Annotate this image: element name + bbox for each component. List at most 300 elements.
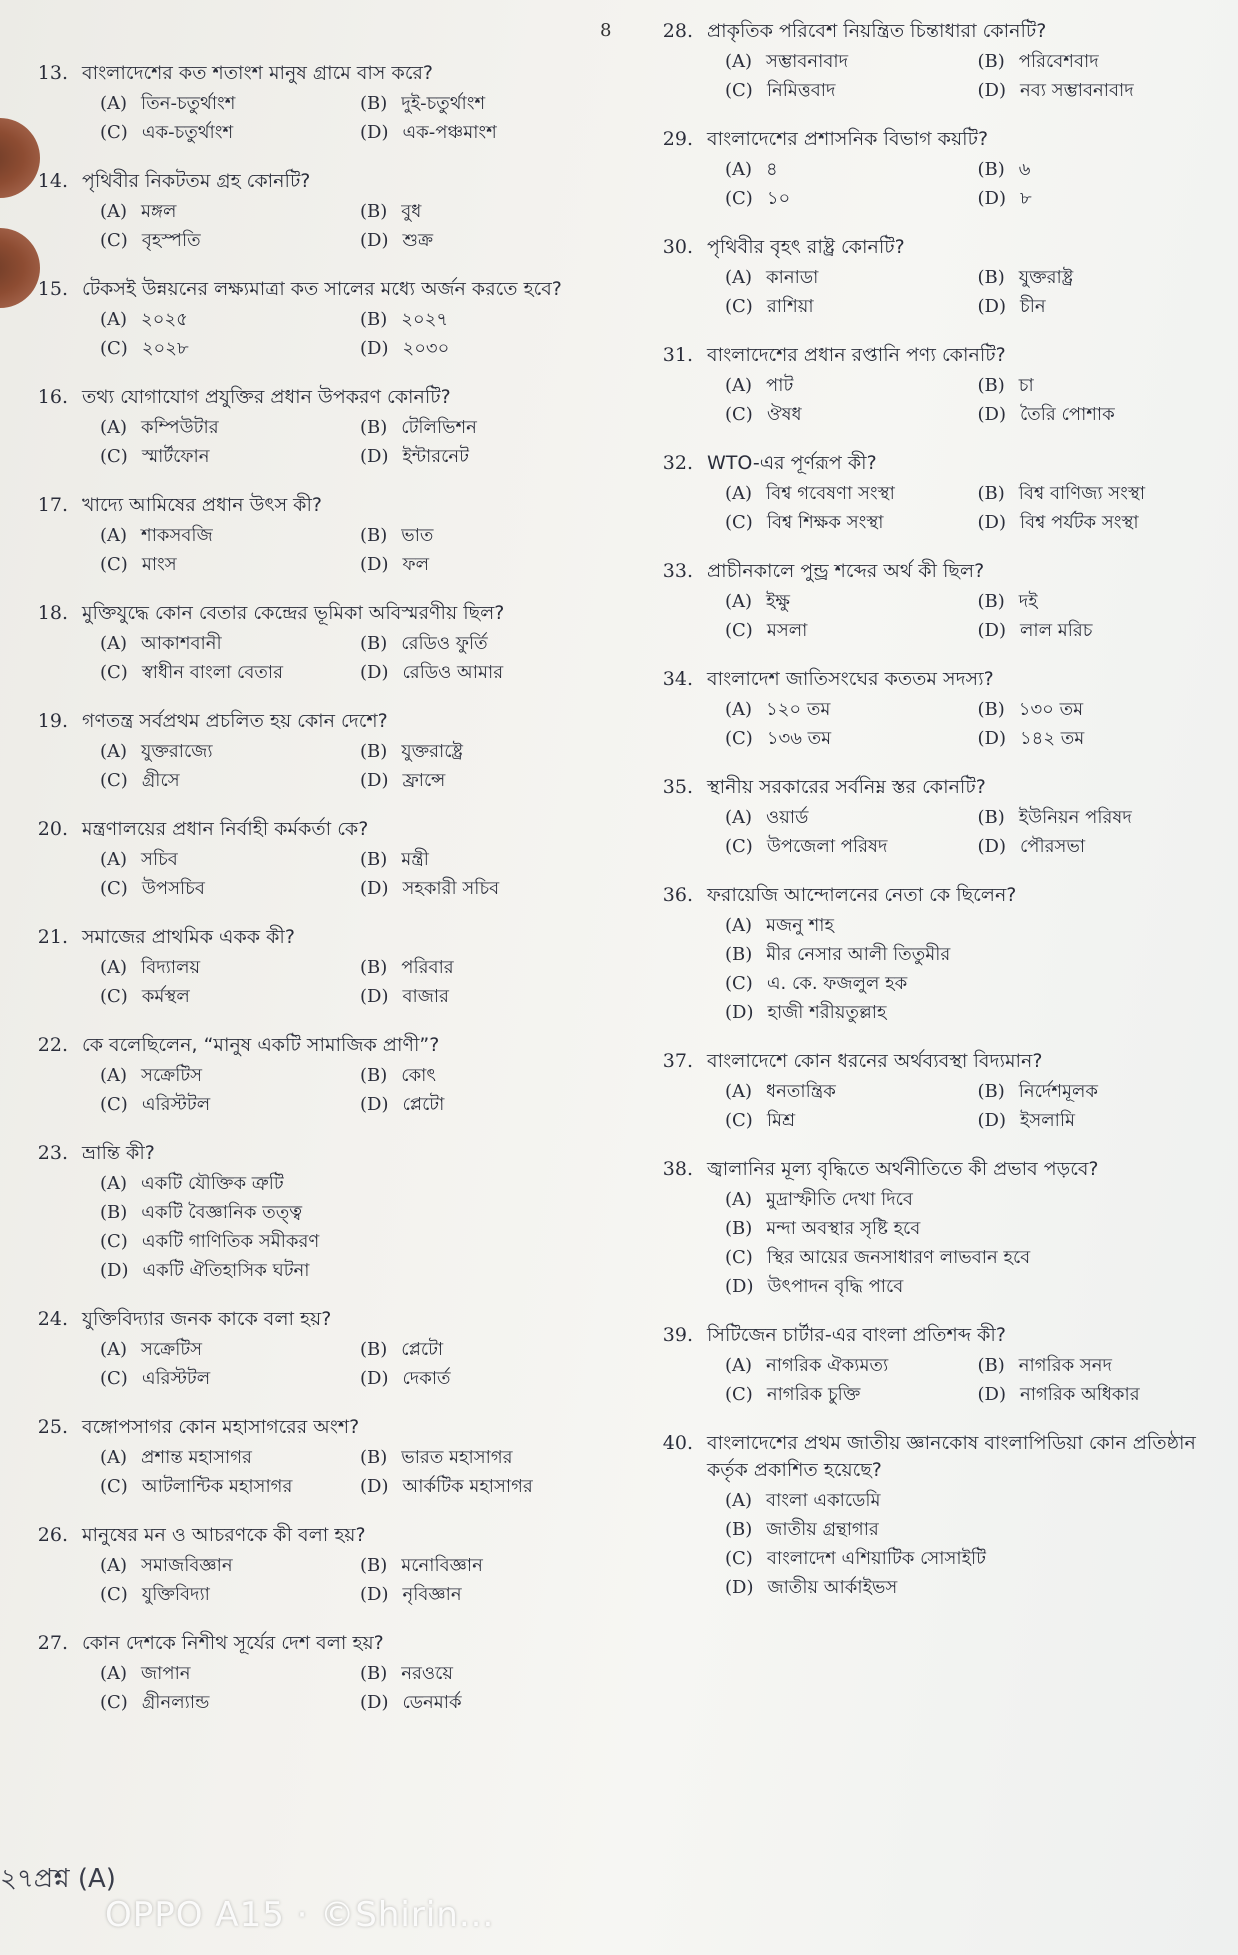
option-text: মিশ্র xyxy=(766,1110,796,1131)
answer-option xyxy=(725,293,978,320)
option-label: (A) xyxy=(100,417,128,438)
option-text: ধনতান্ত্রিক xyxy=(766,1081,836,1102)
question-text: ফরায়েজি আন্দোলনের নেতা কে ছিলেন? xyxy=(707,884,1017,906)
question-line xyxy=(655,558,1230,585)
option-text: একটি ঐতিহাসিক ঘটনা xyxy=(142,1260,310,1281)
option-text: পাট xyxy=(766,375,794,396)
question-text: বাংলাদেশের প্রধান রপ্তানি পণ্য কোনটি? xyxy=(707,344,1006,366)
option-text: উপসচিব xyxy=(141,878,205,899)
option-label: (A) xyxy=(725,483,753,504)
answer-option xyxy=(978,185,1231,212)
option-text: ভারত মহাসাগর xyxy=(401,1447,513,1468)
option-label: (D) xyxy=(725,1577,754,1598)
question-text: বাংলাদেশ জাতিসংঘের কততম সদস্য? xyxy=(707,668,994,690)
answer-option xyxy=(978,833,1231,860)
question-number: 31. xyxy=(662,344,693,366)
option-text: গ্রীসে xyxy=(141,770,180,791)
option-label: (A) xyxy=(100,957,128,978)
option-text: এরিস্টটল xyxy=(141,1094,211,1115)
option-text: চা xyxy=(1018,375,1034,396)
answer-option xyxy=(360,414,620,441)
question-set-code: ২৭প্রশ্ন (A) xyxy=(0,1864,116,1894)
option-label: (B) xyxy=(977,375,1005,396)
question-line xyxy=(30,600,620,627)
option-label: (A) xyxy=(100,1065,128,1086)
option-label: (B) xyxy=(360,1447,388,1468)
option-text: বাজার xyxy=(402,986,449,1007)
question-item xyxy=(30,1306,620,1392)
question-line xyxy=(655,1430,1230,1484)
answer-option xyxy=(978,401,1231,428)
option-list xyxy=(725,912,1230,1026)
option-text: মঙ্গল xyxy=(141,201,177,222)
answer-option xyxy=(100,659,360,686)
option-label: (B) xyxy=(360,1663,388,1684)
option-text: বুধ xyxy=(401,201,422,222)
question-text: তথ্য যোগাযোগ প্রযুক্তির প্রধান উপকরণ কোনটি? xyxy=(82,386,451,408)
option-text: এ. কে. ফজলুল হক xyxy=(766,973,908,994)
question-line xyxy=(30,1306,620,1333)
option-label: (C) xyxy=(100,230,128,251)
question-line xyxy=(30,276,620,303)
answer-option xyxy=(100,1091,360,1118)
option-list xyxy=(725,372,1230,428)
option-text: মনোবিজ্ঞান xyxy=(401,1555,483,1576)
option-text: স্থির আয়ের জনসাধারণ লাভবান হবে xyxy=(766,1247,1031,1268)
option-text: মাংস xyxy=(141,554,177,575)
option-text: গ্রীনল্যান্ড xyxy=(141,1692,210,1713)
question-item xyxy=(655,234,1230,320)
option-list xyxy=(725,1352,1230,1408)
option-list xyxy=(725,804,1230,860)
answer-option xyxy=(360,551,620,578)
question-item xyxy=(655,1322,1230,1408)
option-label: (B) xyxy=(977,51,1005,72)
answer-option xyxy=(360,443,620,470)
question-item xyxy=(655,18,1230,104)
option-text: ৮ xyxy=(1019,188,1032,209)
option-label: (C) xyxy=(100,1094,128,1115)
option-text: যুক্তরাজ্যে xyxy=(141,741,213,762)
question-line xyxy=(30,816,620,843)
answer-option xyxy=(100,767,360,794)
answer-option xyxy=(100,1660,360,1687)
question-number: 39. xyxy=(662,1324,693,1346)
answer-option xyxy=(100,227,360,254)
option-label: (D) xyxy=(360,770,389,791)
question-text: খাদ্যে আমিষের প্রধান উৎস কী? xyxy=(82,494,322,516)
answer-option xyxy=(360,90,620,117)
option-text: বাংলা একাডেমি xyxy=(766,1490,881,1511)
option-label: (C) xyxy=(100,662,128,683)
option-text: ১০ xyxy=(766,188,791,209)
option-label: (C) xyxy=(100,986,128,1007)
question-text: প্রাকৃতিক পরিবেশ নিয়ন্ত্রিত চিন্তাধারা কোনটি? xyxy=(707,20,1047,42)
question-number: 24. xyxy=(37,1308,68,1330)
question-item xyxy=(655,126,1230,212)
question-number: 18. xyxy=(37,602,68,624)
answer-option xyxy=(978,77,1231,104)
option-text: মীর নেসার আলী তিতুমীর xyxy=(766,944,951,965)
answer-option xyxy=(725,1574,1230,1601)
right-question-column xyxy=(655,18,1230,1623)
option-text: একটি বৈজ্ঞানিক তত্ত্ব xyxy=(141,1202,303,1223)
option-label: (C) xyxy=(100,446,128,467)
option-label: (D) xyxy=(725,1276,754,1297)
answer-option xyxy=(100,846,360,873)
option-label: (C) xyxy=(100,1476,128,1497)
question-line xyxy=(30,492,620,519)
option-label: (A) xyxy=(100,201,128,222)
question-text: কোন দেশকে নিশীথ সূর্যের দেশ বলা হয়? xyxy=(82,1632,384,1654)
option-label: (D) xyxy=(977,836,1006,857)
option-label: (D) xyxy=(977,296,1006,317)
answer-option xyxy=(360,1689,620,1716)
question-item xyxy=(30,708,620,794)
question-line xyxy=(30,924,620,951)
question-item xyxy=(655,1156,1230,1300)
option-text: বৃহস্পতি xyxy=(141,230,201,251)
question-item xyxy=(30,1414,620,1500)
answer-option xyxy=(360,767,620,794)
answer-option xyxy=(360,983,620,1010)
option-label: (C) xyxy=(100,338,128,359)
option-text: বিশ্ব গবেষণা সংস্থা xyxy=(766,483,895,504)
option-label: (C) xyxy=(100,1584,128,1605)
option-text: নাগরিক ঐক্যমত্য xyxy=(766,1355,889,1376)
option-text: উৎপাদন বৃদ্ধি পাবে xyxy=(767,1276,904,1297)
option-label: (A) xyxy=(100,741,128,762)
option-label: (D) xyxy=(977,620,1006,641)
answer-option xyxy=(360,1473,620,1500)
answer-option xyxy=(725,725,978,752)
question-line xyxy=(655,126,1230,153)
option-list xyxy=(100,1062,620,1118)
option-label: (B) xyxy=(977,267,1005,288)
answer-option xyxy=(725,1244,1230,1271)
question-line xyxy=(655,1322,1230,1349)
option-text: ১৩০ তম xyxy=(1018,699,1084,720)
answer-option xyxy=(725,912,1230,939)
question-line xyxy=(30,384,620,411)
option-text: সম্ভাবনাবাদ xyxy=(766,51,849,72)
option-label: (C) xyxy=(100,1368,128,1389)
option-text: মন্ত্রী xyxy=(401,849,429,870)
option-text: যুক্তিবিদ্যা xyxy=(141,1584,210,1605)
option-text: তৈরি পোশাক xyxy=(1019,404,1115,425)
question-text: যুক্তিবিদ্যার জনক কাকে বলা হয়? xyxy=(82,1308,332,1330)
option-text: মুদ্রাস্ফীতি দেখা দিবে xyxy=(766,1189,913,1210)
option-label: (A) xyxy=(100,93,128,114)
option-text: এক-চতুর্থাংশ xyxy=(141,122,234,143)
option-text: নাগরিক চুক্তি xyxy=(766,1384,861,1405)
option-text: ভাত xyxy=(401,525,434,546)
option-text: দেকার্ত xyxy=(402,1368,451,1389)
answer-option xyxy=(725,1352,978,1379)
option-list xyxy=(725,48,1230,104)
answer-option xyxy=(725,1078,978,1105)
option-label: (B) xyxy=(360,417,388,438)
question-item xyxy=(30,1032,620,1118)
option-text: ৪ xyxy=(766,159,778,180)
answer-option xyxy=(978,617,1231,644)
question-item xyxy=(30,1630,620,1716)
option-list xyxy=(725,156,1230,212)
option-label: (A) xyxy=(100,1555,128,1576)
answer-option xyxy=(978,588,1231,615)
option-label: (C) xyxy=(725,296,753,317)
option-label: (C) xyxy=(725,404,753,425)
option-label: (A) xyxy=(100,1663,128,1684)
answer-option xyxy=(100,1062,360,1089)
option-text: সচিব xyxy=(141,849,178,870)
question-number: 23. xyxy=(37,1142,68,1164)
answer-option xyxy=(360,738,620,765)
option-text: শাকসবজি xyxy=(141,525,213,546)
answer-option xyxy=(978,1352,1231,1379)
answer-option xyxy=(100,522,360,549)
option-label: (C) xyxy=(725,1110,753,1131)
question-number: 16. xyxy=(37,386,68,408)
option-label: (D) xyxy=(977,1110,1006,1131)
question-item xyxy=(30,492,620,578)
answer-option xyxy=(360,875,620,902)
question-line xyxy=(655,342,1230,369)
answer-option xyxy=(360,198,620,225)
question-text: সিটিজেন চার্টার-এর বাংলা প্রতিশব্দ কী? xyxy=(707,1324,1006,1346)
question-text: কে বলেছিলেন, “মানুষ একটি সামাজিক প্রাণী”? xyxy=(82,1034,440,1056)
question-item xyxy=(30,600,620,686)
question-line xyxy=(30,1522,620,1549)
option-label: (C) xyxy=(100,878,128,899)
question-text: বাংলাদেশের প্রথম জাতীয় জ্ঞানকোষ বাংলাপিডিয়া কোন প্রতিষ্ঠান কর্তৃক প্রকাশিত হয়েছে? xyxy=(707,1432,1196,1481)
option-label: (B) xyxy=(977,591,1005,612)
answer-option xyxy=(725,1381,978,1408)
option-label: (C) xyxy=(725,188,753,209)
question-number: 26. xyxy=(37,1524,68,1546)
question-text: জ্বালানির মূল্য বৃদ্ধিতে অর্থনীতিতে কী প্রভাব পড়বে? xyxy=(707,1158,1099,1180)
question-line xyxy=(655,1156,1230,1183)
question-number: 13. xyxy=(37,62,68,84)
option-list xyxy=(725,1078,1230,1134)
option-label: (B) xyxy=(360,201,388,222)
option-label: (C) xyxy=(725,1247,753,1268)
answer-option xyxy=(360,1444,620,1471)
question-number: 28. xyxy=(662,20,693,42)
option-list xyxy=(100,630,620,686)
option-text: টেলিভিশন xyxy=(401,417,477,438)
option-text: মন্দা অবস্থার সৃষ্টি হবে xyxy=(766,1218,921,1239)
option-label: (D) xyxy=(725,1002,754,1023)
option-label: (C) xyxy=(725,1384,753,1405)
option-label: (A) xyxy=(725,1355,753,1376)
option-label: (C) xyxy=(725,620,753,641)
answer-option xyxy=(360,522,620,549)
option-list xyxy=(100,954,620,1010)
option-text: ডেনমার্ক xyxy=(402,1692,462,1713)
answer-option xyxy=(100,1581,360,1608)
answer-option xyxy=(725,833,978,860)
option-text: নাগরিক সনদ xyxy=(1018,1355,1112,1376)
option-text: আকাশবানী xyxy=(141,633,222,654)
answer-option xyxy=(725,1273,1230,1300)
answer-option xyxy=(360,335,620,362)
question-line xyxy=(655,18,1230,45)
option-text: পরিবেশবাদ xyxy=(1018,51,1099,72)
answer-option xyxy=(725,372,978,399)
option-text: জাতীয় আর্কাইভস xyxy=(767,1577,898,1598)
option-text: চীন xyxy=(1019,296,1046,317)
option-label: (B) xyxy=(725,1519,753,1540)
answer-option xyxy=(100,1552,360,1579)
question-number: 20. xyxy=(37,818,68,840)
option-label: (B) xyxy=(360,633,388,654)
option-text: নাগরিক অধিকার xyxy=(1019,1384,1140,1405)
option-label: (D) xyxy=(977,728,1006,749)
option-text: রেডিও আমার xyxy=(402,662,504,683)
option-label: (B) xyxy=(977,807,1005,828)
answer-option xyxy=(360,1552,620,1579)
answer-option xyxy=(978,372,1231,399)
answer-option xyxy=(360,1336,620,1363)
question-text: বাংলাদেশে কোন ধরনের অর্থব্যবস্থা বিদ্যমান? xyxy=(707,1050,1043,1072)
question-text: মন্ত্রণালয়ের প্রধান নির্বাহী কর্মকর্তা কে? xyxy=(82,818,369,840)
question-text: প্রাচীনকালে পুন্ড্র শব্দের অর্থ কী ছিল? xyxy=(707,560,985,582)
option-text: জাতীয় গ্রন্থাগার xyxy=(766,1519,879,1540)
question-item xyxy=(655,450,1230,536)
option-label: (B) xyxy=(360,93,388,114)
answer-option xyxy=(978,293,1231,320)
option-text: কানাডা xyxy=(766,267,819,288)
question-text: বাংলাদেশের কত শতাংশ মানুষ গ্রামে বাস করে? xyxy=(82,62,433,84)
answer-option xyxy=(100,1473,360,1500)
option-label: (A) xyxy=(725,375,753,396)
option-text: শুক্র xyxy=(402,230,434,251)
answer-option xyxy=(360,1091,620,1118)
option-text: আটলান্টিক মহাসাগর xyxy=(141,1476,293,1497)
option-label: (B) xyxy=(360,1065,388,1086)
answer-option xyxy=(978,1078,1231,1105)
answer-option xyxy=(725,480,978,507)
option-label: (C) xyxy=(725,80,753,101)
answer-option xyxy=(725,588,978,615)
question-text: পৃথিবীর নিকটতম গ্রহ কোনটি? xyxy=(82,170,311,192)
question-line xyxy=(655,450,1230,477)
question-item xyxy=(655,666,1230,752)
option-text: যুক্তরাষ্ট্র xyxy=(1018,267,1074,288)
option-list xyxy=(100,1552,620,1608)
question-number: 36. xyxy=(662,884,693,906)
option-label: (D) xyxy=(360,446,389,467)
option-label: (A) xyxy=(725,807,753,828)
answer-option xyxy=(100,875,360,902)
answer-option xyxy=(100,119,360,146)
answer-option xyxy=(725,970,1230,997)
option-text: ঔষধ xyxy=(766,404,802,425)
option-text: দুই-চতুর্থাংশ xyxy=(401,93,486,114)
question-number: 35. xyxy=(662,776,693,798)
option-label: (D) xyxy=(360,1476,389,1497)
option-label: (C) xyxy=(100,122,128,143)
option-text: বিশ্ব শিক্ষক সংস্থা xyxy=(766,512,884,533)
answer-option xyxy=(978,725,1231,752)
option-text: ৬ xyxy=(1018,159,1031,180)
option-text: যুক্তরাষ্ট্রে xyxy=(401,741,463,762)
answer-option xyxy=(100,1199,620,1226)
question-line xyxy=(30,1140,620,1167)
option-text: এরিস্টটল xyxy=(141,1368,211,1389)
answer-option xyxy=(725,1215,1230,1242)
answer-option xyxy=(978,696,1231,723)
option-label: (C) xyxy=(100,554,128,575)
option-text: বাংলাদেশ এশিয়াটিক সোসাইটি xyxy=(766,1548,986,1569)
option-text: উপজেলা পরিষদ xyxy=(766,836,888,857)
option-text: ১৪২ তম xyxy=(1019,728,1085,749)
option-list xyxy=(725,480,1230,536)
option-text: কোৎ xyxy=(401,1065,437,1086)
option-label: (B) xyxy=(360,525,388,546)
answer-option xyxy=(100,983,360,1010)
answer-option xyxy=(100,90,360,117)
question-number: 19. xyxy=(37,710,68,732)
option-label: (A) xyxy=(725,591,753,612)
answer-option xyxy=(100,551,360,578)
option-label: (D) xyxy=(360,662,389,683)
option-text: মসলা xyxy=(766,620,808,641)
option-text: ২০২৫ xyxy=(141,309,188,330)
answer-option xyxy=(978,509,1231,536)
answer-option xyxy=(725,696,978,723)
answer-option xyxy=(100,1257,620,1284)
option-label: (C) xyxy=(725,512,753,533)
option-label: (C) xyxy=(725,728,753,749)
question-item xyxy=(30,1522,620,1608)
question-line xyxy=(30,168,620,195)
option-label: (A) xyxy=(725,51,753,72)
option-label: (D) xyxy=(360,122,389,143)
answer-option xyxy=(978,156,1231,183)
option-list xyxy=(100,1170,620,1284)
option-text: নির্দেশমূলক xyxy=(1018,1081,1099,1102)
option-label: (B) xyxy=(977,1355,1005,1376)
option-text: পৌরসভা xyxy=(1019,836,1086,857)
option-label: (A) xyxy=(725,159,753,180)
answer-option xyxy=(725,77,978,104)
option-list xyxy=(725,1186,1230,1300)
camera-watermark: OPPO A15 · ©Shirin... xyxy=(105,1895,495,1935)
option-text: তিন-চতুর্থাংশ xyxy=(141,93,236,114)
option-label: (B) xyxy=(360,741,388,762)
answer-option xyxy=(978,264,1231,291)
option-text: ১২০ তম xyxy=(766,699,831,720)
option-label: (D) xyxy=(977,404,1006,425)
answer-option xyxy=(100,414,360,441)
option-label: (D) xyxy=(360,1584,389,1605)
option-label: (A) xyxy=(100,1339,128,1360)
question-text: স্থানীয় সরকারের সর্বনিম্ন স্তর কোনটি? xyxy=(707,776,986,798)
option-text: নিমিত্তবাদ xyxy=(766,80,836,101)
option-text: নব্য সম্ভাবনাবাদ xyxy=(1019,80,1134,101)
option-text: ইউনিয়ন পরিষদ xyxy=(1018,807,1132,828)
answer-option xyxy=(360,1062,620,1089)
option-text: স্বাধীন বাংলা বেতার xyxy=(141,662,283,683)
option-label: (B) xyxy=(100,1202,128,1223)
question-number: 27. xyxy=(37,1632,68,1654)
option-text: পরিবার xyxy=(401,957,454,978)
question-number: 34. xyxy=(662,668,693,690)
option-text: বিদ্যালয় xyxy=(141,957,201,978)
question-number: 32. xyxy=(662,452,693,474)
